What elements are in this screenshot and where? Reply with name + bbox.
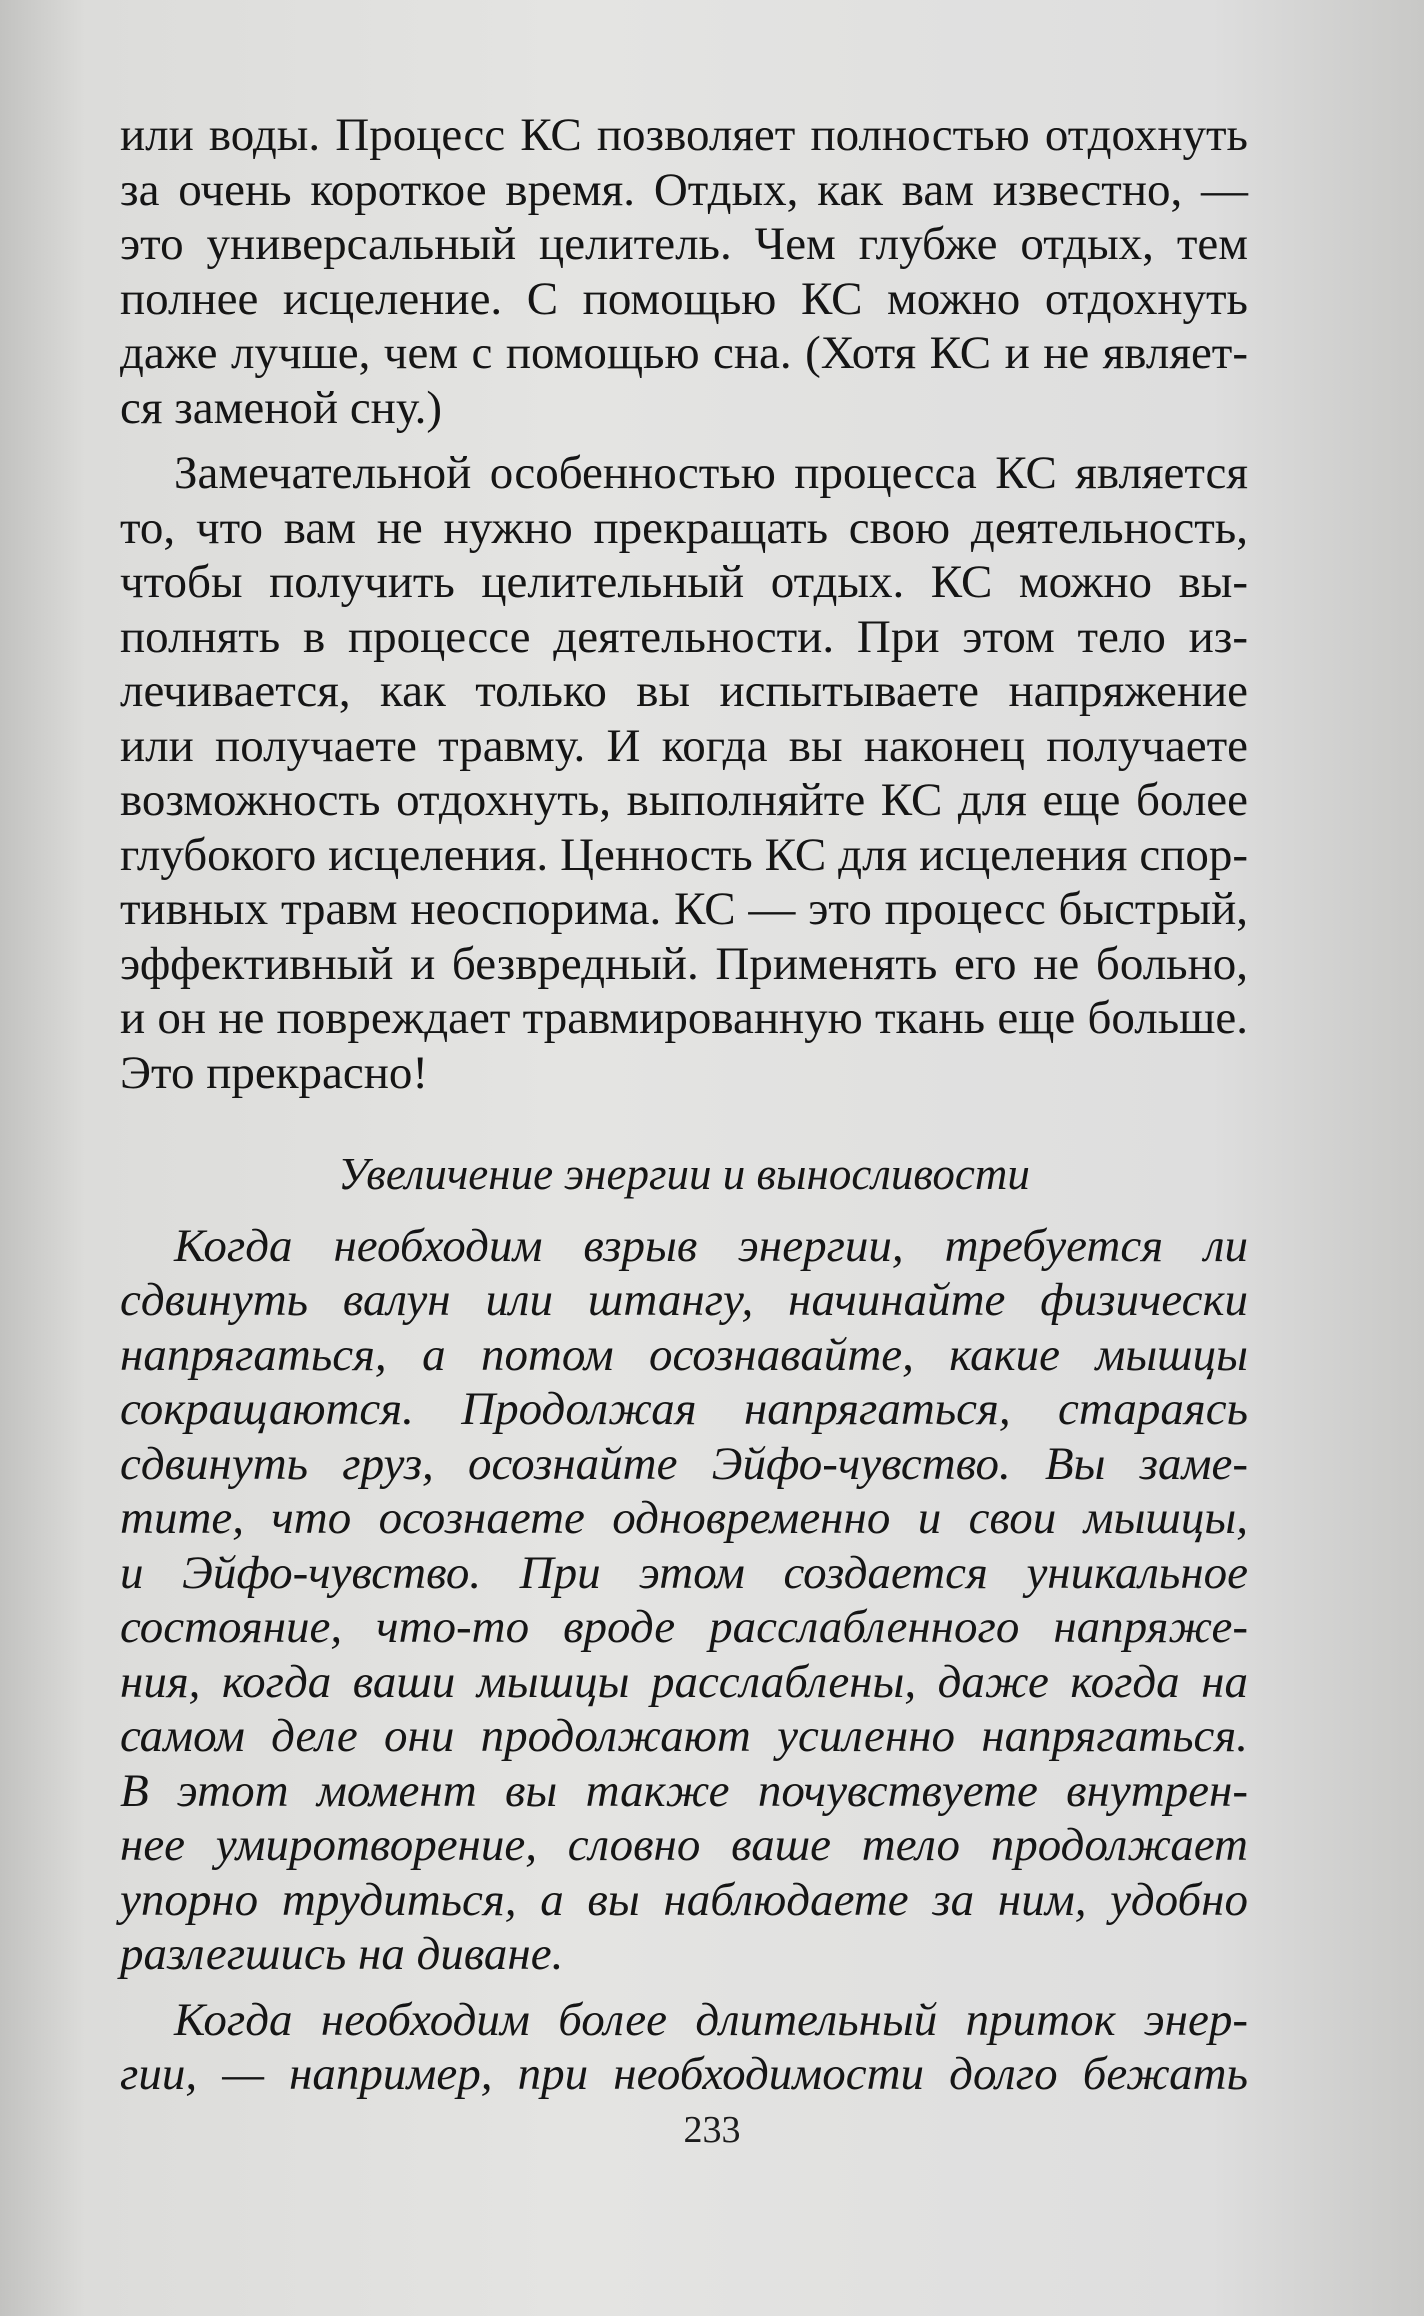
text-line: глубокого исцеления. Ценность КС для исцеления спор- xyxy=(120,828,1248,881)
paragraph-2 xyxy=(120,446,1248,1100)
text-line: полнее исцеление. С помощью КС можно отдохнуть xyxy=(120,272,1248,325)
page-number: 233 xyxy=(683,2109,741,2151)
text-line: самом деле они продолжают усиленно напрягаться. xyxy=(120,1710,1248,1762)
text-line: Это прекрасно! xyxy=(120,1046,429,1099)
paragraph-3 xyxy=(120,1219,1248,1982)
text-line: В этот момент вы также почувствуете внутрен- xyxy=(120,1764,1248,1817)
text-line: возможность отдохнуть, выполняйте КС для еще более xyxy=(120,774,1248,826)
text-line: за очень короткое время. Отдых, как вам известно, — xyxy=(120,163,1248,216)
text-line: упорно трудиться, а вы наблюдаете за ним, удобно xyxy=(120,1873,1248,1926)
text-line: или воды. Процесс КС позволяет полностью отдохнуть xyxy=(120,109,1248,161)
text-line: Когда необходим более длительный приток энер- xyxy=(174,1993,1248,2046)
section-heading: Увеличение энергии и выносливости xyxy=(338,1149,1030,1199)
text-line: это универсальный целитель. Чем глубже отдых, тем xyxy=(120,218,1248,270)
paragraph-1 xyxy=(120,108,1248,435)
text-line: ся заменой сну.) xyxy=(120,381,443,434)
text-line: чтобы получить целительный отдых. КС можно вы- xyxy=(120,556,1248,608)
paragraph-4 xyxy=(120,1993,1248,2102)
text-line: сокращаются. Продолжая напрягаться, стараясь xyxy=(120,1383,1248,1435)
text-line: состояние, что-то вроде расслабленного напряже- xyxy=(120,1601,1248,1653)
text-line: или получаете травму. И когда вы наконец получаете xyxy=(120,719,1248,772)
text-line: даже лучше, чем с помощью сна. (Хотя КС и не являет- xyxy=(120,327,1248,379)
text-line: гии, — например, при необходимости долго бежать xyxy=(120,2048,1248,2100)
text-line: сдвинуть валун или штангу, начинайте физически xyxy=(120,1274,1248,1326)
text-line: напрягаться, а потом осознавайте, какие мышцы xyxy=(120,1328,1248,1381)
text-line: сдвинуть груз, осознайте Эйфо-чувство. Вы заме- xyxy=(120,1437,1248,1490)
text-line: тивных травм неоспорима. КС — это процесс быстрый, xyxy=(120,883,1248,935)
text-line: и Эйфо-чувство. При этом создается уникальное xyxy=(120,1546,1248,1599)
text-line: ния, когда ваши мышцы расслаблены, даже когда на xyxy=(120,1655,1248,1708)
text-line: лечивается, как только вы испытываете напряжение xyxy=(120,665,1248,717)
text-line: Замечательной особенностью процесса КС является xyxy=(174,447,1248,499)
text-line: то, что вам не нужно прекращать свою деятельность, xyxy=(120,501,1248,554)
text-line: тите, что осознаете одновременно и свои мышцы, xyxy=(120,1492,1248,1544)
text-line: разлегшись на диване. xyxy=(120,1928,564,1980)
text-line: и он не повреждает травмированную ткань еще больше. xyxy=(120,992,1248,1044)
text-line: нее умиротворение, словно ваше тело продолжает xyxy=(120,1819,1248,1871)
page-text xyxy=(120,108,1248,2102)
text-line: Когда необходим взрыв энергии, требуется ли xyxy=(174,1219,1248,1272)
text-line: полнять в процессе деятельности. При этом тело из- xyxy=(120,610,1248,663)
text-line: эффективный и безвредный. Применять его не больно, xyxy=(120,937,1248,990)
